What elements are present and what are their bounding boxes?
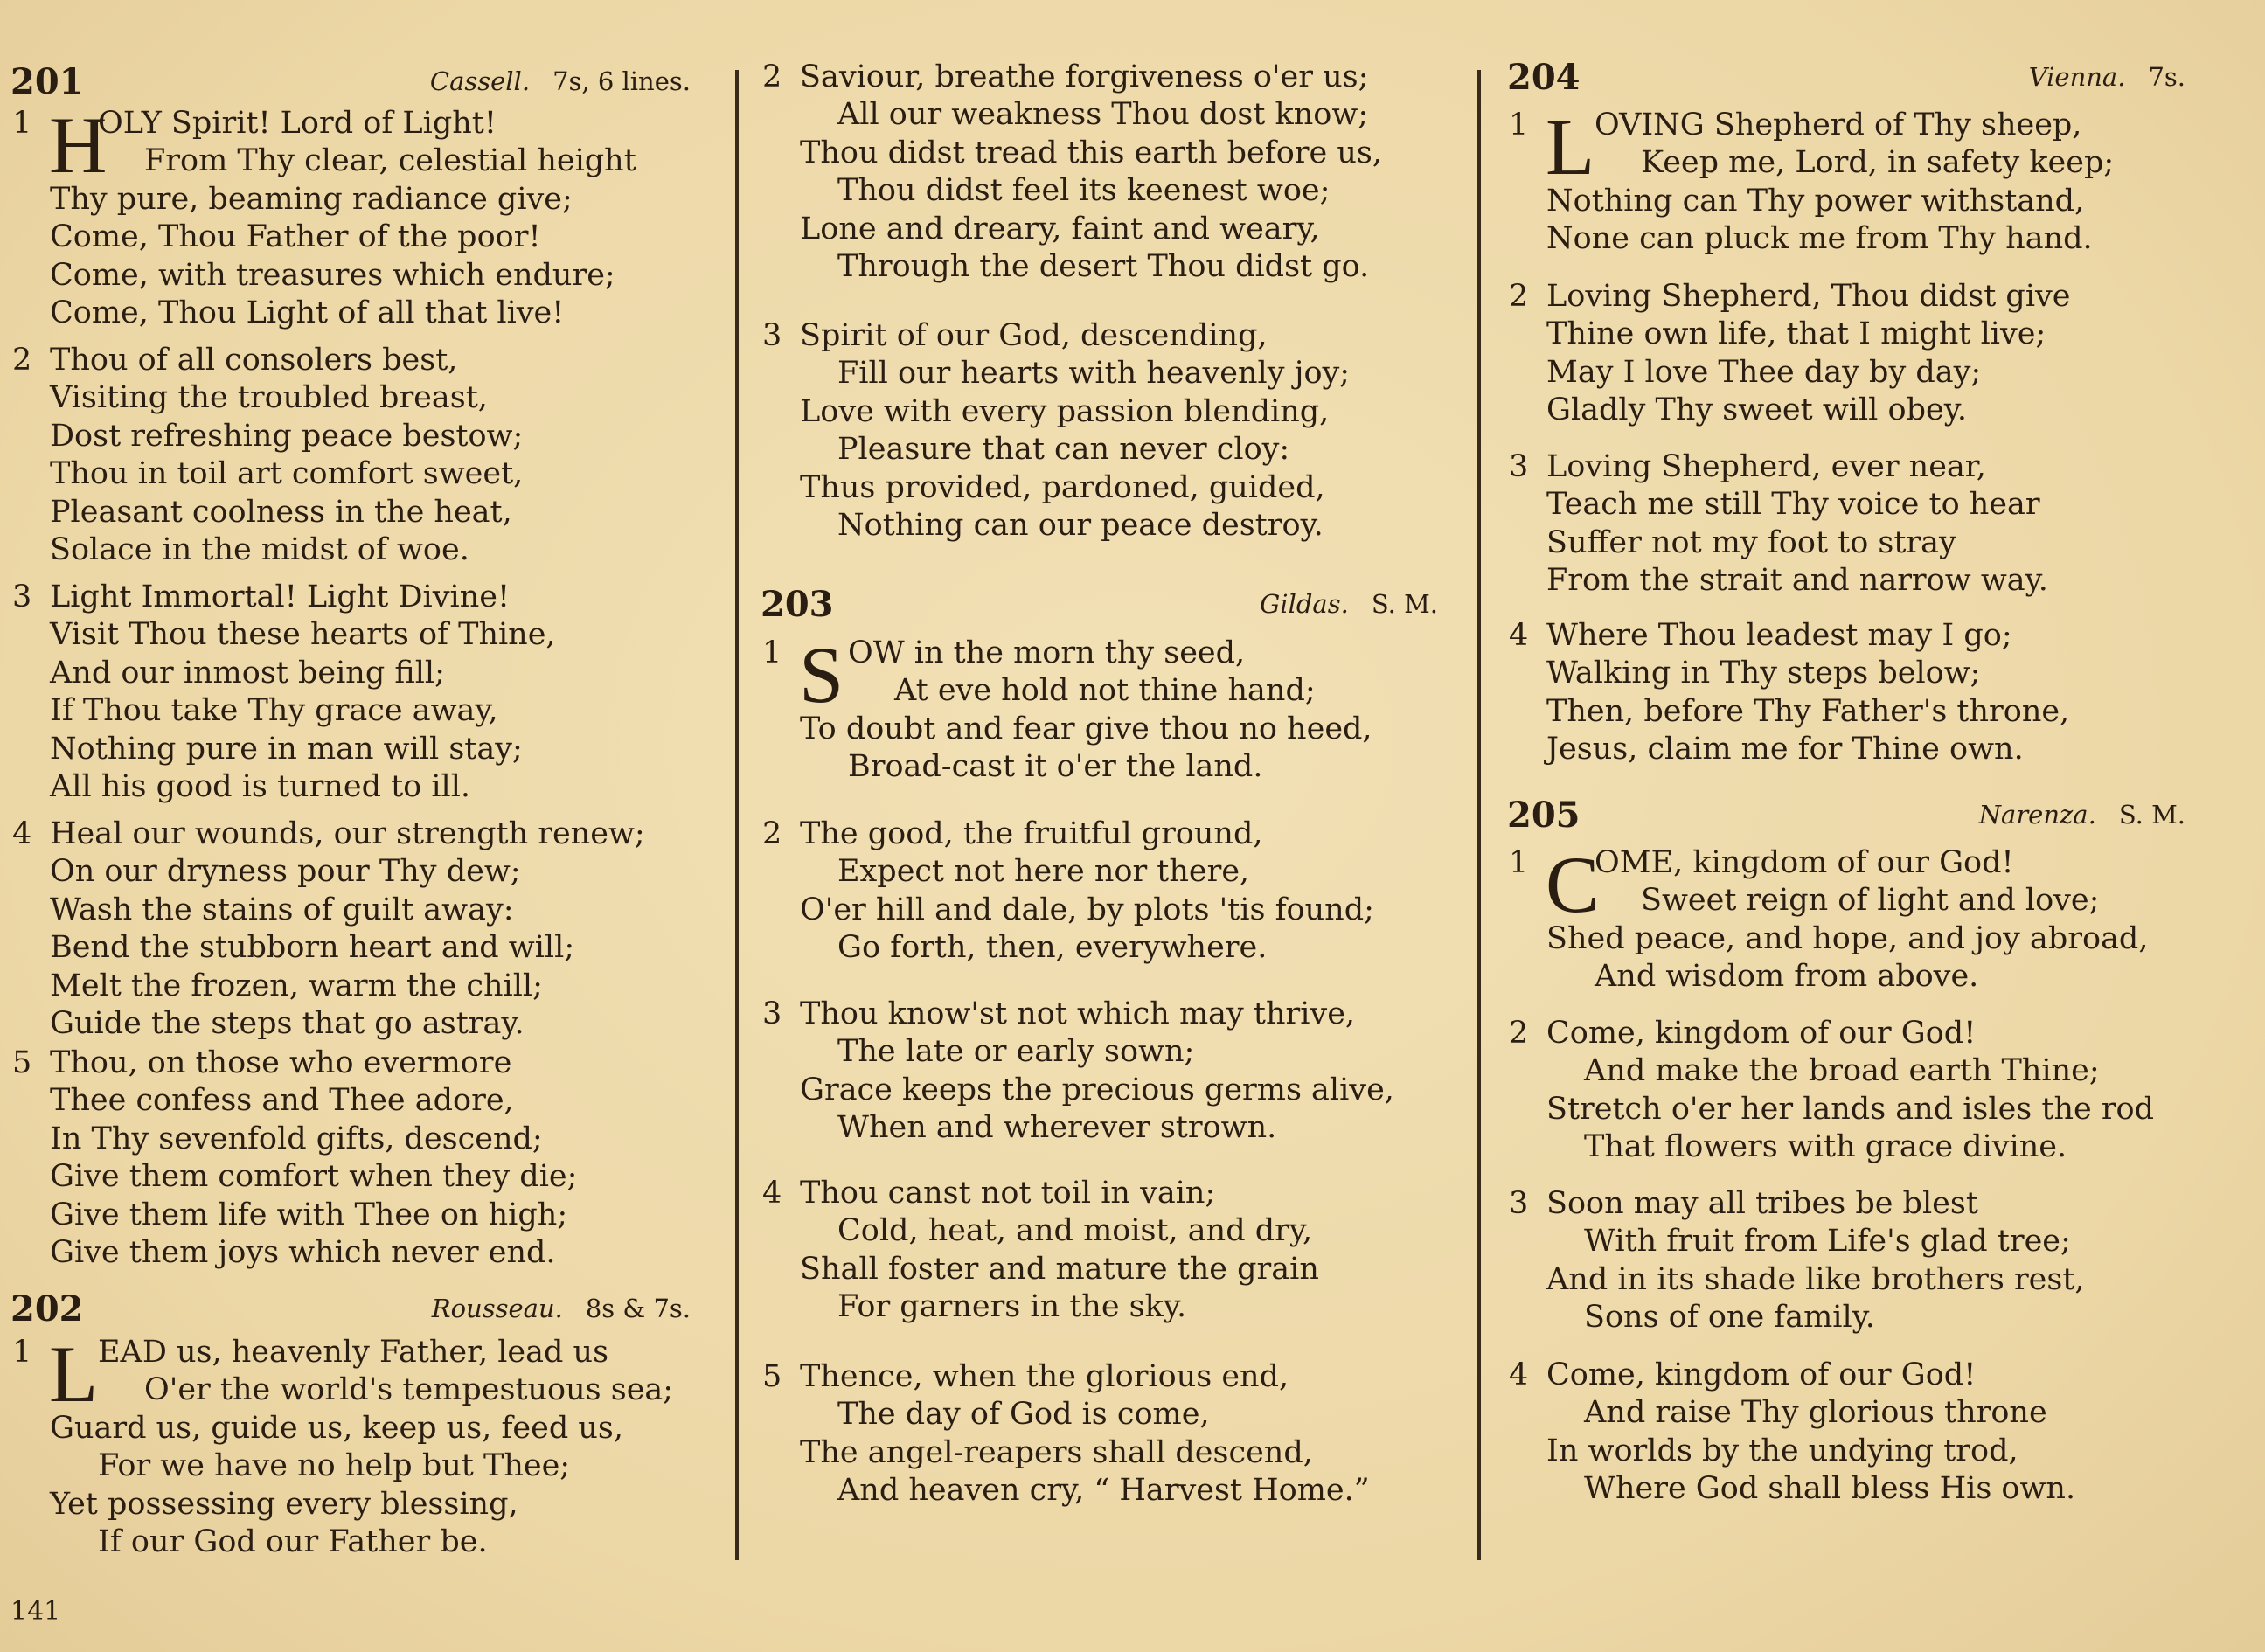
hymn-tune-meter bbox=[430, 63, 691, 101]
hymn-line: Grace keeps the precious germs alive, bbox=[800, 1072, 1394, 1107]
hymn-line: Go forth, then, everywhere. bbox=[837, 930, 1268, 966]
hymn-line: Shed peace, and hope, and joy abroad, bbox=[1546, 920, 2149, 956]
drop-cap: L bbox=[1546, 102, 1595, 191]
hymn-line: Stretch o'er her lands and isles the rod bbox=[1546, 1091, 2155, 1127]
verse-number: 2 bbox=[762, 816, 782, 851]
hymn-line: Sweet reign of light and love; bbox=[1641, 883, 2100, 919]
verse-number: 5 bbox=[762, 1359, 782, 1394]
verse-number: 3 bbox=[762, 318, 782, 353]
hymn-line: Spirit of our God, descending, bbox=[800, 318, 1268, 353]
hymn-line: Love with every passion blending, bbox=[800, 393, 1330, 429]
hymn-line: Guide the steps that go astray. bbox=[50, 1006, 525, 1041]
hymn-line: All his good is turned to ill. bbox=[50, 769, 471, 804]
page-number: 141 bbox=[10, 1596, 61, 1627]
hymn-tune-meter bbox=[432, 1290, 691, 1328]
hymn-line: Jesus, claim me for Thine own. bbox=[1546, 732, 2024, 767]
hymn-line: Cold, heat, and moist, and dry, bbox=[837, 1213, 1313, 1249]
hymn-line: OME, kingdom of our God! bbox=[1595, 845, 2014, 880]
hymn-line: Solace in the midst of woe. bbox=[50, 532, 469, 567]
hymn-line: Shall foster and mature the grain bbox=[800, 1251, 1319, 1287]
verse-number: 2 bbox=[12, 343, 32, 378]
hymn-line: In worlds by the undying trod, bbox=[1546, 1433, 2018, 1468]
verse-number: 1 bbox=[1509, 108, 1529, 142]
hymn-line: Give them joys which never end. bbox=[50, 1235, 556, 1270]
column-divider-left bbox=[735, 70, 739, 1560]
hymn-line: And heaven cry, “ Harvest Home.” bbox=[837, 1473, 1370, 1509]
tune-name: Cassell. bbox=[429, 66, 531, 96]
hymn-line: Thou in toil art comfort sweet, bbox=[50, 456, 524, 492]
hymn-line: Where God shall bless His own. bbox=[1584, 1471, 2076, 1507]
tune-name: Rousseau. bbox=[431, 1294, 563, 1323]
hymn-line: Gladly Thy sweet will obey. bbox=[1546, 392, 1967, 428]
hymn-line: The angel-reapers shall descend, bbox=[800, 1434, 1313, 1470]
verse-number: 3 bbox=[1509, 449, 1529, 484]
hymn-line: Suffer not my foot to stray bbox=[1546, 524, 1956, 560]
tune-name: Vienna. bbox=[2028, 62, 2126, 92]
hymn-line: All our weakness Thou dost know; bbox=[837, 97, 1369, 133]
hymn-line: Nothing can Thy power withstand, bbox=[1546, 183, 2085, 219]
hymn-line: Thou didst feel its keenest woe; bbox=[837, 173, 1331, 209]
hymn-tune-meter bbox=[1979, 796, 2185, 834]
meter: 7s, 6 lines. bbox=[552, 66, 691, 96]
hymn-line: Thou, on those who evermore bbox=[50, 1045, 512, 1080]
hymn-line: Thine own life, that I might live; bbox=[1546, 316, 2046, 352]
verse-number: 4 bbox=[762, 1176, 782, 1211]
verse-number: 3 bbox=[12, 580, 32, 614]
drop-cap: H bbox=[49, 101, 108, 190]
meter: S. M. bbox=[2118, 800, 2185, 829]
hymn-line: Come, with treasures which endure; bbox=[50, 257, 615, 293]
hymn-line: Thus provided, pardoned, guided, bbox=[800, 469, 1325, 505]
hymn-line: On our dryness pour Thy dew; bbox=[50, 854, 521, 890]
hymn-line: Visiting the troubled breast, bbox=[50, 380, 488, 416]
hymn-line: Walking in Thy steps below; bbox=[1546, 656, 1981, 691]
hymn-line: Melt the frozen, warm the chill; bbox=[50, 968, 543, 1003]
hymn-line: Thence, when the glorious end, bbox=[800, 1359, 1289, 1394]
hymn-line: And in its shade like brothers rest, bbox=[1546, 1261, 2085, 1297]
hymn-tune-meter bbox=[2029, 59, 2185, 96]
hymn-line: Thou didst tread this earth before us, bbox=[800, 135, 1382, 170]
hymn-line: Then, before Thy Father's throne, bbox=[1546, 693, 2070, 729]
hymn-line: Thou canst not toil in vain; bbox=[800, 1176, 1216, 1211]
verse-number: 3 bbox=[762, 996, 782, 1031]
hymn-line: Pleasure that can never cloy: bbox=[837, 432, 1290, 468]
hymn-line: Broad-cast it o'er the land. bbox=[848, 749, 1263, 785]
verse-number: 4 bbox=[12, 816, 32, 851]
hymn-line: Come, kingdom of our God! bbox=[1546, 1357, 1977, 1392]
drop-cap: L bbox=[49, 1329, 99, 1419]
hymn-line: O'er hill and dale, by plots 'tis found; bbox=[800, 892, 1374, 927]
hymn-line: Give them comfort when they die; bbox=[50, 1159, 578, 1195]
hymn-line: When and wherever strown. bbox=[837, 1110, 1277, 1146]
verse-number: 2 bbox=[1509, 1016, 1529, 1051]
tune-name: Gildas. bbox=[1260, 589, 1349, 619]
hymn-number: 201 bbox=[10, 61, 84, 102]
hymn-line: Visit Thou these hearts of Thine, bbox=[50, 617, 556, 653]
hymn-line: Yet possessing every blessing, bbox=[50, 1486, 518, 1522]
hymn-line: May I love Thee day by day; bbox=[1546, 354, 1982, 390]
hymn-line: Pleasant coolness in the heat, bbox=[50, 494, 512, 530]
hymn-line: Come, kingdom of our God! bbox=[1546, 1016, 1977, 1051]
hymn-line: Expect not here nor there, bbox=[837, 854, 1250, 890]
hymn-line: EAD us, heavenly Father, lead us bbox=[98, 1335, 609, 1370]
hymn-line: And our inmost being fill; bbox=[50, 655, 445, 691]
hymn-line: O'er the world's tempestuous sea; bbox=[144, 1372, 674, 1408]
drop-cap: S bbox=[799, 630, 844, 719]
hymn-line: Thou know'st not which may thrive, bbox=[800, 996, 1356, 1031]
hymn-line: For we have no help but Thee; bbox=[98, 1448, 571, 1484]
hymn-line: At eve hold not thine hand; bbox=[894, 673, 1316, 709]
hymn-line: From the strait and narrow way. bbox=[1546, 563, 2048, 599]
verse-number: 1 bbox=[12, 1335, 32, 1370]
hymn-line: Come, Thou Father of the poor! bbox=[50, 219, 541, 255]
hymn-line: Sons of one family. bbox=[1584, 1300, 1875, 1336]
hymn-line: The day of God is come, bbox=[837, 1397, 1210, 1433]
hymn-line: To doubt and fear give thou no heed, bbox=[800, 711, 1372, 746]
hymn-line: Where Thou leadest may I go; bbox=[1546, 618, 2012, 653]
hymn-line: Thy pure, beaming radiance give; bbox=[50, 181, 573, 217]
verse-number: 5 bbox=[12, 1045, 32, 1080]
hymn-line: Soon may all tribes be blest bbox=[1546, 1186, 1978, 1221]
hymn-line: OW in the morn thy seed, bbox=[848, 635, 1246, 670]
hymn-line: Give them life with Thee on high; bbox=[50, 1197, 568, 1232]
hymn-line: And wisdom from above. bbox=[1595, 959, 1979, 995]
verse-number: 4 bbox=[1509, 618, 1529, 653]
verse-number: 2 bbox=[1509, 279, 1529, 314]
hymn-line: For garners in the sky. bbox=[837, 1289, 1187, 1325]
hymn-line: Guard us, guide us, keep us, feed us, bbox=[50, 1410, 623, 1446]
hymn-number: 205 bbox=[1507, 795, 1581, 836]
verse-number: 1 bbox=[762, 635, 782, 670]
meter: 8s & 7s. bbox=[585, 1294, 691, 1323]
hymn-line: Thou of all consolers best, bbox=[50, 343, 458, 378]
hymn-tune-meter bbox=[1260, 586, 1438, 623]
hymn-line: If Thou take Thy grace away, bbox=[50, 693, 498, 729]
hymn-line: Come, Thou Light of all that live! bbox=[50, 295, 565, 330]
hymn-line: In Thy sevenfold gifts, descend; bbox=[50, 1121, 543, 1156]
hymn-line: Keep me, Lord, in safety keep; bbox=[1641, 145, 2115, 181]
hymn-line: OVING Shepherd of Thy sheep, bbox=[1595, 108, 2082, 142]
hymn-line: Nothing pure in man will stay; bbox=[50, 731, 523, 767]
hymn-line: Light Immortal! Light Divine! bbox=[50, 580, 511, 614]
hymn-line: And make the broad earth Thine; bbox=[1584, 1053, 2100, 1089]
verse-number: 1 bbox=[1509, 845, 1529, 880]
hymn-line: None can pluck me from Thy hand. bbox=[1546, 221, 2093, 257]
hymn-line: The late or early sown; bbox=[837, 1034, 1195, 1070]
verse-number: 2 bbox=[762, 59, 782, 94]
column-divider-right bbox=[1477, 70, 1481, 1560]
meter: 7s. bbox=[2148, 62, 2185, 92]
hymn-line: From Thy clear, celestial height bbox=[144, 143, 636, 179]
hymn-line: Through the desert Thou didst go. bbox=[837, 249, 1370, 284]
hymn-line: Loving Shepherd, Thou didst give bbox=[1546, 279, 2071, 314]
tune-name: Narenza. bbox=[1978, 800, 2096, 829]
hymn-line: Loving Shepherd, ever near, bbox=[1546, 449, 1986, 484]
hymn-line: Lone and dreary, faint and weary, bbox=[800, 211, 1320, 246]
hymn-line: Dost refreshing peace bestow; bbox=[50, 418, 524, 454]
hymn-line: Saviour, breathe forgiveness o'er us; bbox=[800, 59, 1369, 94]
verse-number: 1 bbox=[12, 106, 32, 141]
drop-cap: C bbox=[1546, 840, 1600, 929]
verse-number: 3 bbox=[1509, 1186, 1529, 1221]
hymn-number: 202 bbox=[10, 1288, 84, 1329]
hymn-number: 204 bbox=[1507, 57, 1581, 98]
hymn-line: Nothing can our peace destroy. bbox=[837, 508, 1324, 543]
verse-number: 4 bbox=[1509, 1357, 1529, 1392]
hymn-line: Thee confess and Thee adore, bbox=[50, 1083, 514, 1119]
hymn-line: Fill our hearts with heavenly joy; bbox=[837, 356, 1351, 392]
hymn-line: If our God our Father be. bbox=[98, 1524, 488, 1559]
hymn-line: Wash the stains of guilt away: bbox=[50, 892, 514, 927]
hymn-line: That flowers with grace divine. bbox=[1584, 1129, 2067, 1165]
hymn-line: Bend the stubborn heart and will; bbox=[50, 930, 575, 966]
meter: S. M. bbox=[1371, 589, 1438, 619]
hymn-line: Teach me still Thy voice to hear bbox=[1546, 487, 2040, 523]
hymn-number: 203 bbox=[761, 584, 834, 625]
hymn-line: The good, the fruitful ground, bbox=[800, 816, 1263, 851]
hymn-line: OLY Spirit! Lord of Light! bbox=[98, 106, 497, 141]
hymn-line: With fruit from Life's glad tree; bbox=[1584, 1224, 2071, 1260]
hymn-line: Heal our wounds, our strength renew; bbox=[50, 816, 645, 851]
hymn-line: And raise Thy glorious throne bbox=[1584, 1395, 2047, 1431]
